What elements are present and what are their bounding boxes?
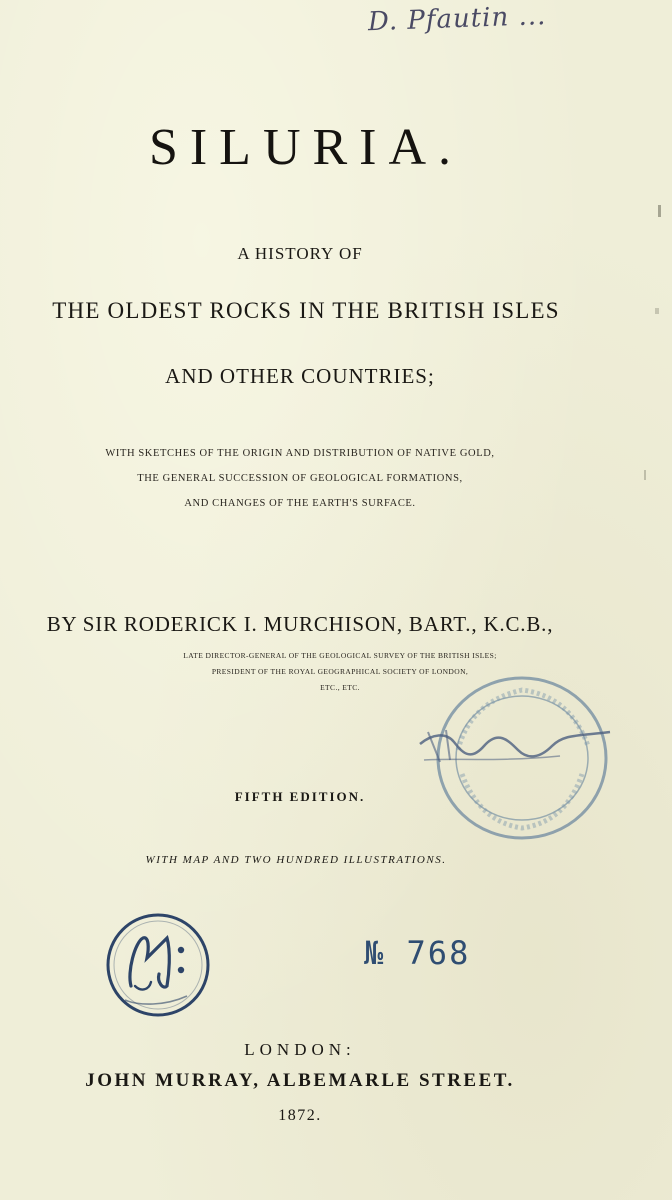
author-credential-2: PRESIDENT OF THE ROYAL GEOGRAPHICAL SOCIETY OF LONDON, [211,667,469,676]
library-stamp-icon [410,662,620,852]
description-line-2: THE GENERAL SUCCESSION OF GEOLOGICAL FORMATIONS, [137,473,463,484]
description-line-1: WITH SKETCHES OF THE ORIGIN AND DISTRIBUTION OF NATIVE GOLD, [105,448,495,459]
author-credential-1: LATE DIRECTOR-GENERAL OF THE GEOLOGICAL SURVEY OF THE BRITISH ISLES; [183,651,497,660]
accession-number: № 768 [364,934,471,972]
page-mark [655,308,659,314]
subtitle-line-2: THE OLDEST ROCKS IN THE BRITISH ISLES [52,298,560,323]
publication-city: LONDON: [244,1040,356,1059]
description-line-3: AND CHANGES OF THE EARTH'S SURFACE. [184,498,416,509]
publisher-name: JOHN MURRAY, ALBEMARLE STREET. [85,1070,515,1091]
book-title: SILURIA. [148,119,464,176]
edition-label: FIFTH EDITION. [234,789,366,804]
n-stamp [105,912,211,1018]
illustrations-note: WITH MAP AND TWO HUNDRED ILLUSTRATIONS. [145,854,447,866]
page-mark [644,470,646,480]
subtitle-line-3: AND OTHER COUNTRIES; [165,364,435,388]
library-stamp [410,662,620,852]
author-name: BY SIR RODERICK I. MURCHISON, BART., K.C.B., [46,612,554,636]
subtitle-line-1: A HISTORY OF [237,244,363,263]
author-credential-3: ETC., ETC. [320,683,360,692]
publication-year: 1872. [278,1107,322,1124]
page-mark [658,205,661,217]
n-stamp-icon [105,912,211,1018]
handwritten-inscription: D. Pfautin ... [367,1,547,38]
